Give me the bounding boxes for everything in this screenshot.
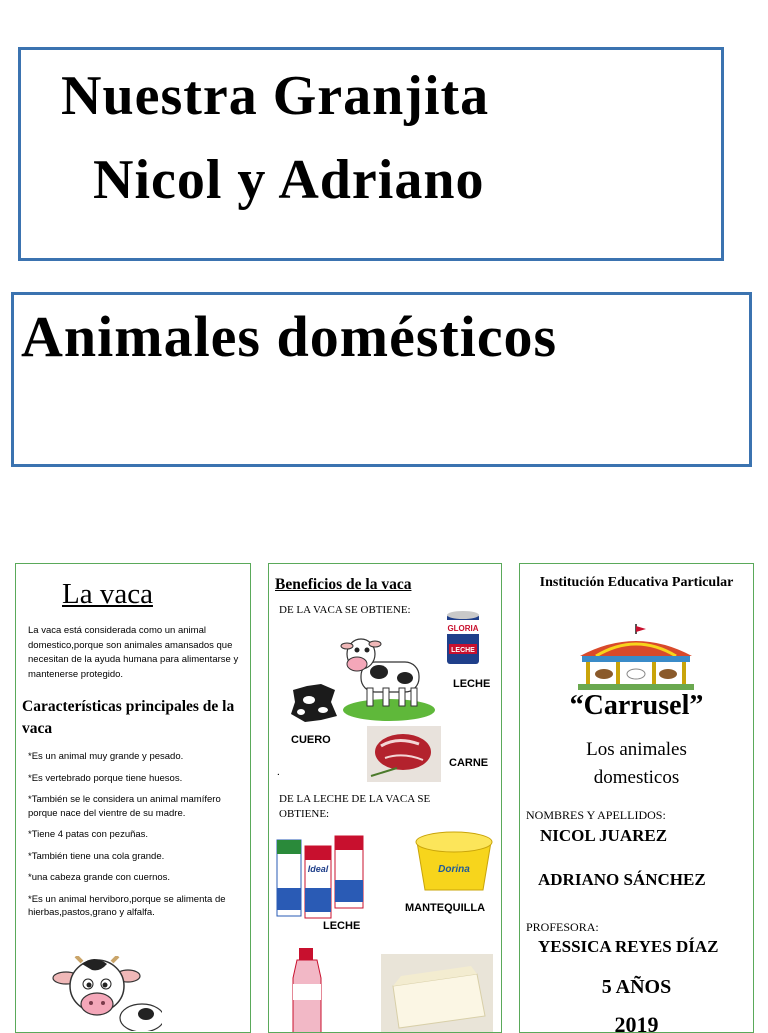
list-item: *Tiene 4 patas con pezuñas.	[28, 829, 149, 840]
label-milk: LECHE	[453, 678, 491, 690]
milk-cartons-image	[275, 832, 367, 920]
label-leather: CUERO	[291, 734, 331, 746]
panel-beneficios	[268, 563, 502, 1033]
teacher-label: PROFESORA:	[526, 920, 599, 934]
can-brand: GLORIA	[447, 624, 479, 633]
student-1: NICOL JUAREZ	[540, 826, 668, 845]
names-label: NOMBRES Y APELLIDOS:	[526, 808, 666, 822]
milk-can-image	[445, 610, 481, 668]
subject-title: Animales domésticos	[21, 304, 558, 369]
butter-image	[411, 828, 497, 894]
list-item: *una cabeza grande con cuernos.	[28, 872, 171, 883]
characteristics-list	[28, 750, 248, 928]
title-box	[18, 47, 724, 261]
label-meat: CARNE	[449, 757, 489, 769]
school-name: “Carrusel”	[569, 690, 704, 721]
carton-brand: Ideal	[307, 864, 329, 874]
age-group: 5 AÑOS	[601, 976, 672, 998]
can-label: LECHE	[451, 647, 475, 654]
leather-image	[287, 682, 339, 724]
cheese-image	[381, 954, 493, 1033]
carousel-image	[576, 622, 696, 692]
label-butter: MANTEQUILLA	[405, 902, 486, 914]
panel-caratula	[519, 563, 754, 1033]
subject-box	[11, 292, 752, 467]
panel-la-vaca	[15, 563, 251, 1033]
label-milk-products: LECHE	[323, 920, 361, 932]
intro-paragraph: La vaca está considerada como un animal domestico,porque son animales amansados que necesitan de la ayuda humana para alimentarse y mantenerse protegido.	[28, 625, 239, 680]
from-cow-caption: DE LA VACA SE OBTIENE:	[279, 604, 411, 616]
topic: Los animales domesticos	[586, 739, 687, 788]
year: 2019	[614, 1012, 659, 1033]
panel-title: La vaca	[62, 578, 153, 610]
institution: Institución Educativa Particular	[539, 575, 734, 590]
authors-title: Nicol y Adriano	[93, 149, 485, 211]
list-item: *Es un animal herviboro,porque se alimenta de hierbas,pastos,grano y alfalfa.	[28, 893, 226, 918]
characteristics-heading: Características principales de la vaca	[22, 698, 235, 737]
separator-dot: .	[277, 766, 280, 778]
panel-title: Beneficios de la vaca	[275, 576, 412, 593]
list-item: *También tiene una cola grande.	[28, 850, 165, 862]
butter-brand: Dorina	[438, 864, 470, 875]
list-item: *Es un animal muy grande y pesado.	[28, 751, 184, 762]
meat-image	[367, 726, 441, 782]
list-item: *Es vertebrado porque tiene huesos.	[28, 772, 183, 784]
yogurt-bottle-image	[289, 948, 325, 1033]
student-2: ADRIANO SÁNCHEZ	[538, 870, 706, 889]
cow-on-grass-image	[339, 626, 439, 722]
from-milk-caption: DE LA LECHE DE LA VACA SE OBTIENE:	[279, 793, 431, 820]
list-item: *También se le considera un animal mamífero porque nace del vientre de su madre.	[28, 794, 221, 819]
main-title: Nuestra Granjita	[61, 65, 490, 127]
cartoon-cow-image	[52, 956, 162, 1031]
teacher-name: YESSICA REYES DÍAZ	[538, 937, 719, 956]
